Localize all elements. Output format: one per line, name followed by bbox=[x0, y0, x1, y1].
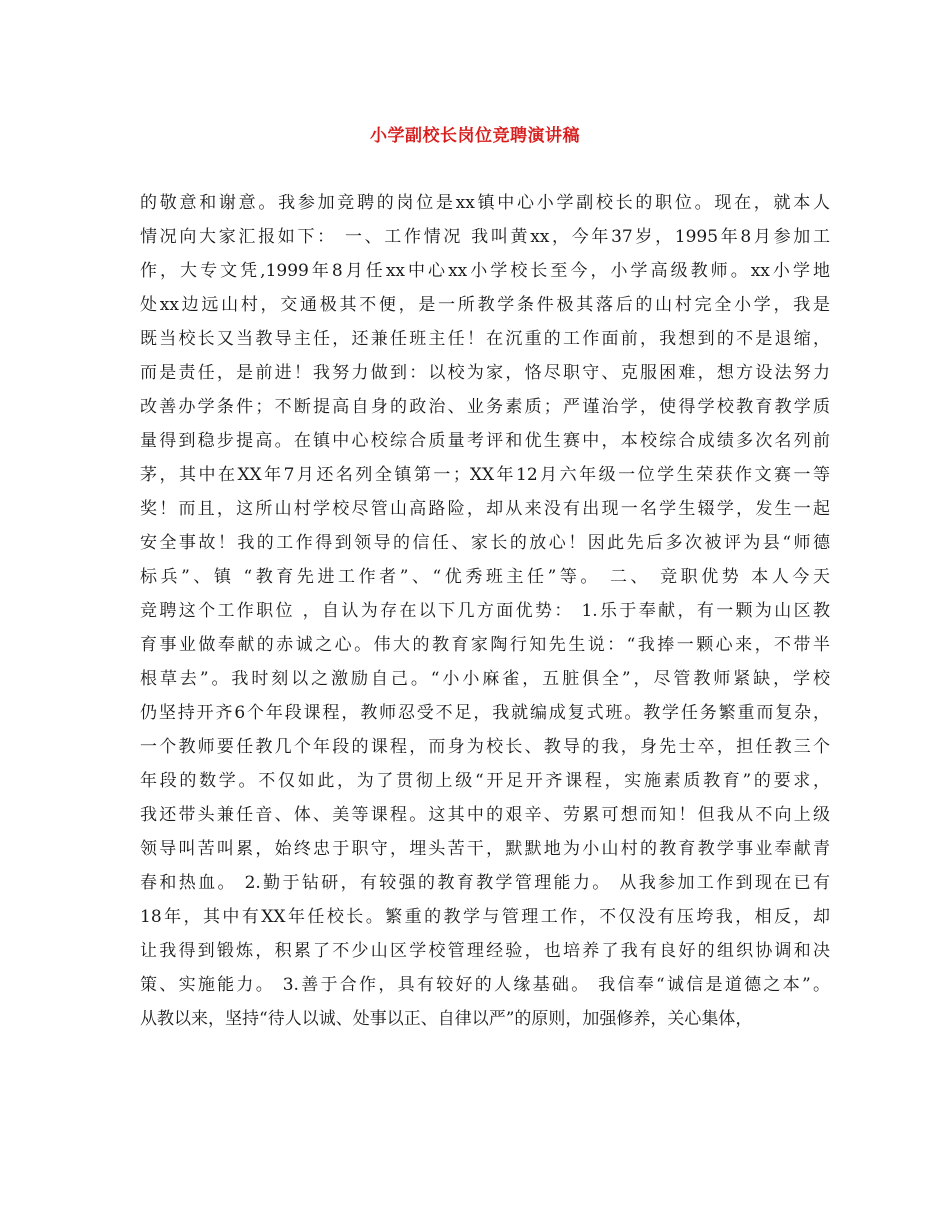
body-line: 既当校长又当教导主任，还兼任班主任！在沉重的工作面前，我想到的不是退缩， bbox=[140, 329, 830, 349]
body-line: 安全事故！我的工作得到领导的信任、家长的放心！因此先后多次被评为县“师德 bbox=[140, 533, 830, 553]
body-line: 18年，其中有XX年任校长。繁重的教学与管理工作，不仅没有压垮我，相反，却 bbox=[140, 907, 830, 927]
body-line: 竞聘这个工作职位 ，自认为存在以下几方面优势： 1.乐于奉献，有一颗为山区教 bbox=[140, 601, 830, 621]
body-line: 量得到稳步提高。在镇中心校综合质量考评和优生赛中，本校综合成绩多次名列前 bbox=[140, 431, 830, 451]
body-line: 策、实施能力。 3.善于合作，具有较好的人缘基础。 我信奉“诚信是道德之本”。 bbox=[140, 975, 830, 995]
body-line: 仍坚持开齐6个年段课程，教师忍受不足，我就编成复式班。教学任务繁重而复杂， bbox=[140, 703, 830, 723]
body-line: 处xx边远山村，交通极其不便，是一所教学条件极其落后的山村完全小学，我是 bbox=[140, 295, 830, 315]
body-line: 而是责任，是前进！我努力做到：以校为家，恪尽职守、克服困难，想方设法努力 bbox=[140, 363, 830, 383]
body-line: 的敬意和谢意。我参加竞聘的岗位是xx镇中心小学副校长的职位。现在，就本人 bbox=[140, 193, 830, 213]
body-line: 从教以来，坚持“待人以诚、处事以正、自律以严”的原则，加强修养，关心集体， bbox=[140, 1009, 753, 1029]
body-line: 年段的数学。不仅如此，为了贯彻上级“开足开齐课程，实施素质教育”的要求， bbox=[140, 771, 830, 791]
body-line: 情况向大家汇报如下： 一、工作情况 我叫黄xx，今年37岁，1995年8月参加工 bbox=[140, 227, 830, 247]
body-line: 改善办学条件；不断提高自身的政治、业务素质；严谨治学，使得学校教育教学质 bbox=[140, 397, 830, 417]
body-line: 茅，其中在XX年7月还名列全镇第一；XX年12月六年级一位学生荣获作文赛一等 bbox=[140, 465, 830, 485]
body-line: 让我得到锻炼，积累了不少山区学校管理经验，也培养了我有良好的组织协调和决 bbox=[140, 941, 830, 961]
document-title: 小学副校长岗位竞聘演讲稿 bbox=[370, 126, 580, 146]
body-line: 作，大专文凭,1999年8月任xx中心xx小学校长至今，小学高级教师。xx小学地 bbox=[140, 261, 830, 281]
body-line: 根草去”。我时刻以之激励自己。“小小麻雀，五脏俱全”，尽管教师紧缺，学校 bbox=[140, 669, 830, 689]
body-line: 春和热血。 2.勤于钻研，有较强的教育教学管理能力。 从我参加工作到现在已有 bbox=[140, 873, 830, 893]
body-line: 标兵”、镇 “教育先进工作者”、“优秀班主任”等。 二、 竞职优势 本人今天 bbox=[140, 567, 830, 587]
body-line: 育事业做奉献的赤诚之心。伟大的教育家陶行知先生说：“我捧一颗心来，不带半 bbox=[140, 635, 830, 655]
body-line: 一个教师要任教几个年段的课程，而身为校长、教导的我，身先士卒，担任教三个 bbox=[140, 737, 830, 757]
body-line: 奖！而且，这所山村学校尽管山高路险，却从来没有出现一名学生辍学，发生一起 bbox=[140, 499, 830, 519]
body-line: 我还带头兼任音、体、美等课程。这其中的艰辛、劳累可想而知！但我从不向上级 bbox=[140, 805, 830, 825]
body-line: 领导叫苦叫累，始终忠于职守，埋头苦干，默默地为小山村的教育教学事业奉献青 bbox=[140, 839, 830, 859]
